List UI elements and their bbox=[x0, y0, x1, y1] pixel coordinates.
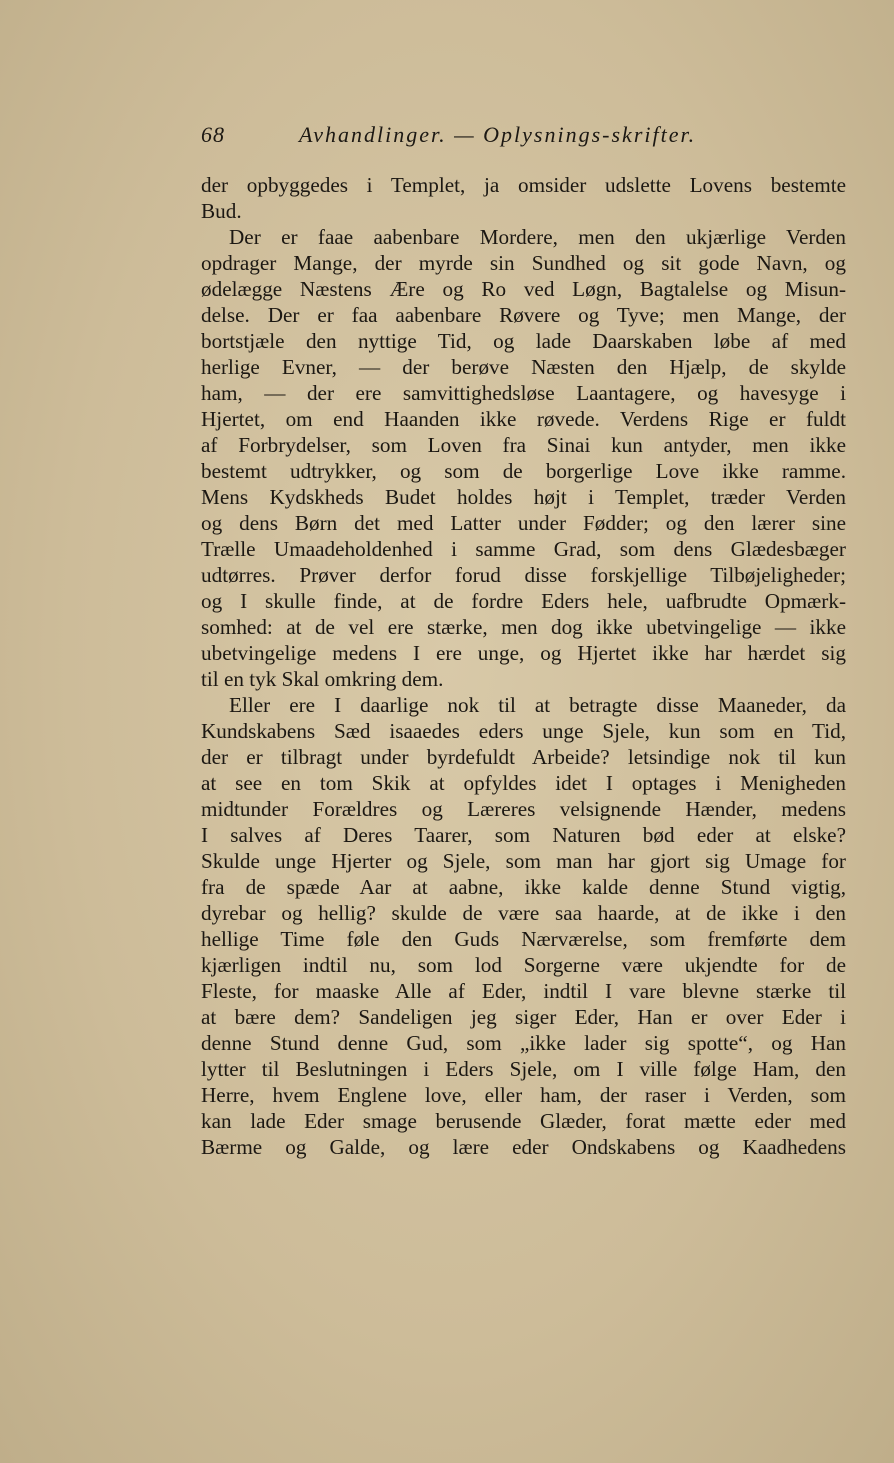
text-line: der opbyggedes i Templet, ja omsider udslette Lovens bestemte bbox=[201, 173, 846, 197]
text-line: der er tilbragt under byrdefuldt Arbeide? letsindige nok til kun bbox=[201, 745, 846, 769]
running-title: Avhandlinger. — Oplysnings-skrifter. bbox=[299, 122, 697, 147]
text-line: og dens Børn det med Latter under Fødder; og den lærer sine bbox=[201, 511, 846, 535]
text-line: Trælle Umaadeholdenhed i samme Grad, som dens Glædesbæger bbox=[201, 537, 846, 561]
text-line: ubetvingelige medens I ere unge, og Hjertet ikke har hærdet sig bbox=[201, 641, 846, 665]
text-line: somhed: at de vel ere stærke, men dog ikke ubetvingelige — ikke bbox=[201, 615, 846, 639]
text-line: Mens Kydskheds Budet holdes højt i Templet, træder Verden bbox=[201, 485, 846, 509]
text-line: af Forbrydelser, som Loven fra Sinai kun antyder, men ikke bbox=[201, 433, 846, 457]
text-line: til en tyk Skal omkring dem. bbox=[201, 667, 444, 691]
text-line: midtunder Forældres og Læreres velsignende Hænder, medens bbox=[201, 797, 846, 821]
text-line: bestemt udtrykker, og som de borgerlige Love ikke ramme. bbox=[201, 459, 846, 483]
text-line: hellige Time føle den Guds Nærværelse, som fremførte dem bbox=[201, 927, 846, 951]
text-line: Eller ere I daarlige nok til at betragte disse Maaneder, da bbox=[229, 693, 846, 717]
text-line: Herre, hvem Englene love, eller ham, der raser i Verden, som bbox=[201, 1083, 846, 1107]
text-line: Hjertet, om end Haanden ikke røvede. Verdens Rige er fuldt bbox=[201, 407, 846, 431]
text-line: at see en tom Skik at opfyldes idet I optages i Menigheden bbox=[201, 771, 846, 795]
body-text bbox=[201, 172, 846, 1160]
text-line: denne Stund denne Gud, som „ikke lader sig spotte“, og Han bbox=[201, 1031, 846, 1055]
text-line: Bud. bbox=[201, 199, 242, 223]
page-number: 68 bbox=[201, 122, 225, 147]
text-line: Skulde unge Hjerter og Sjele, som man har gjort sig Umage for bbox=[201, 849, 846, 873]
text-line: ham, — der ere samvittighedsløse Laantagere, og havesyge i bbox=[201, 381, 846, 405]
text-line: fra de spæde Aar at aabne, ikke kalde denne Stund vigtig, bbox=[201, 875, 846, 899]
text-line: Der er faae aabenbare Mordere, men den ukjærlige Verden bbox=[229, 225, 846, 249]
text-line: herlige Evner, — der berøve Næsten den Hjælp, de skylde bbox=[201, 355, 846, 379]
text-line: ødelægge Næstens Ære og Ro ved Løgn, Bagtalelse og Misun- bbox=[201, 277, 846, 301]
text-line: Fleste, for maaske Alle af Eder, indtil I vare blevne stærke til bbox=[201, 979, 846, 1003]
page-header bbox=[201, 122, 846, 158]
text-line: I salves af Deres Taarer, som Naturen bød eder at elske? bbox=[201, 823, 846, 847]
text-line: Bærme og Galde, og lære eder Ondskabens og Kaadhedens bbox=[201, 1135, 846, 1159]
text-line: bortstjæle den nyttige Tid, og lade Daarskaben løbe af med bbox=[201, 329, 846, 353]
text-line: dyrebar og hellig? skulde de være saa haarde, at de ikke i den bbox=[201, 901, 846, 925]
text-line: opdrager Mange, der myrde sin Sundhed og sit gode Navn, og bbox=[201, 251, 846, 275]
text-line: kjærligen indtil nu, som lod Sorgerne være ukjendte for de bbox=[201, 953, 846, 977]
text-line: lytter til Beslutningen i Eders Sjele, om I ville følge Ham, den bbox=[201, 1057, 846, 1081]
text-line: og I skulle finde, at de fordre Eders hele, uafbrudte Opmærk- bbox=[201, 589, 846, 613]
text-line: kan lade Eder smage berusende Glæder, forat mætte eder med bbox=[201, 1109, 846, 1133]
text-line: at bære dem? Sandeligen jeg siger Eder, Han er over Eder i bbox=[201, 1005, 846, 1029]
text-line: delse. Der er faa aabenbare Røvere og Tyve; men Mange, der bbox=[201, 303, 846, 327]
text-line: Kundskabens Sæd isaaedes eders unge Sjele, kun som en Tid, bbox=[201, 719, 846, 743]
text-line: udtørres. Prøver derfor forud disse forskjellige Tilbøjeligheder; bbox=[201, 563, 846, 587]
